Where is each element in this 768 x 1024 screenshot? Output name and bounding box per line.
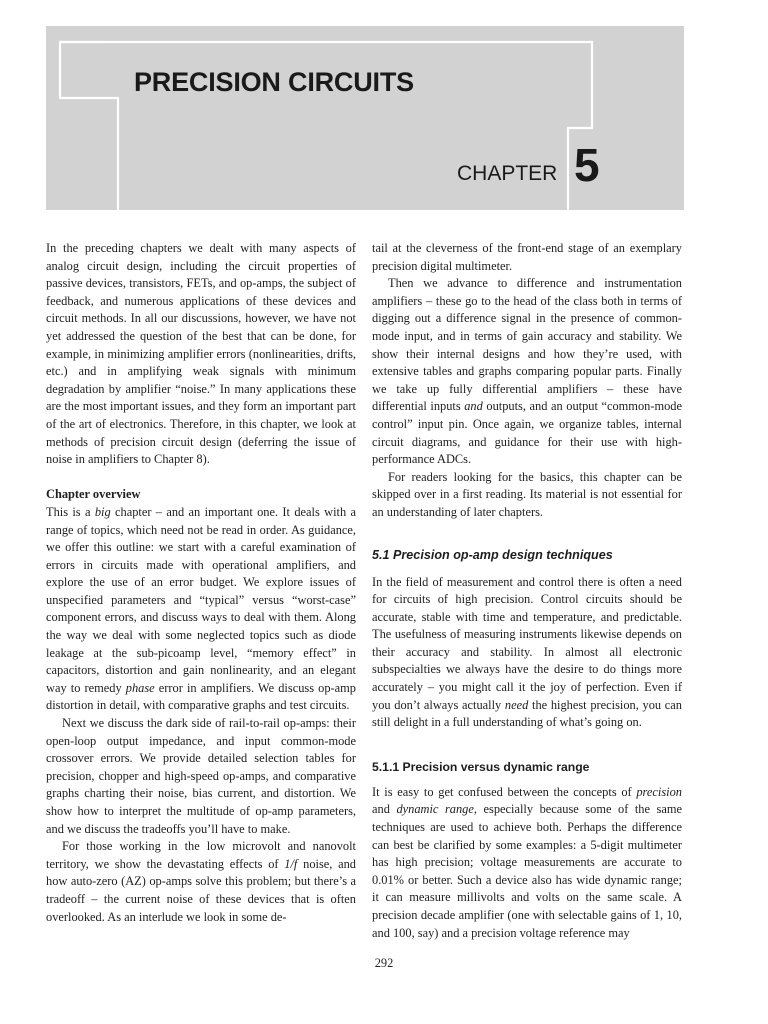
- section-heading: 5.1 Precision op-amp design techniques: [372, 547, 613, 562]
- chapter-number: 5: [574, 139, 600, 191]
- chapter-label: CHAPTER: [457, 162, 558, 185]
- overview-heading: Chapter overview: [46, 487, 141, 502]
- subsection-paragraph: It is easy to get confused between the concepts of precision and dynamic range, especially because some of the same techniques are used to achieve both. Perhaps the difference can best be clarified by some examples: a 5-digit multimeter has high precision; voltage measurements are accurate to 0.01% or better. Such a device also has wide dynamic range; it can measure millivolts and volts on the same scale. A precision decade amplifier (one with selectable gains of 1, 10, and 100, say) and a precision voltage reference may: [372, 784, 682, 940]
- section-paragraph: In the field of measurement and control there is often a need for circuits of high precision. Control circuits should be accurate, stable with time and temperature, and predictable. The usefulness of measuring instruments likewise depends on their accuracy and stability. In almost all electronic subspecialties we always have the desire to do things more accurately – you might call it the joy of perfection. Even if you don’t always actually need the highest precision, you can still delight in a full understanding of what’s going on.: [372, 574, 683, 730]
- paragraph-gap: [46, 469, 356, 487]
- intro-paragraph: In the preceding chapters we dealt with many aspects of analog circuit design, including the circuit properties of passive devices, transistors, FETs, and op-amps, the subject of feedback, and numerous applications of these devices and circuit methods. In all our discussions, however, we have not yet addressed the question of the best that can be done, for example, in minimizing amplifier errors (nonlinearities, drifts, etc.) and in amplifying weak signals with minimum degradation by amplifier “noise.” In many applications these are the most important issues, and they form an important part of the art of electronics. Therefore, in this chapter, we look at methods of precision circuit design (deferring the issue of noise in amplifiers to Chapter 8).: [46, 241, 356, 467]
- page-number: 292: [374, 956, 394, 970]
- chapter-banner: [46, 26, 684, 210]
- overview-paragraph-1: This is a big chapter – and an important one. It deals with a range of topics, which need not be read in order. As guidance, we offer this outline: we start with a careful examination of errors in circuits made with operational amplifiers, and explore the use of an error budget. We explore issues of unspecified parameters and “typical” versus “worst-case” component errors, and discuss ways to deal with them. Along the way we deal with some neglected topics such as diode leakage at the sub-picoamp level, “memory effect” in capacitors, distortion and gain nonlinearity, and an elegant way to remedy phase error in amplifiers. We discuss op-amp distortion in detail, with comparative graphs and test circuits.: [46, 504, 356, 713]
- right-column: [372, 240, 682, 942]
- chapter-title: PRECISION CIRCUITS: [134, 67, 414, 97]
- readers-note-paragraph: For readers looking for the basics, this chapter can be skipped over in a first reading. Its material is not essential for an understanding of later chapters.: [372, 469, 682, 519]
- overview-paragraph-2: Next we discuss the dark side of rail-to-rail op-amps: their open-loop output impedance, and input common-mode crossover errors. We provide detailed selection tables for precision, chopper and high-speed op-amps, and comparative graphs charting their noise, bias current, and distortion. We show how to interpret the multitude of op-amp parameters, and we discuss the tradeoffs you’ll have to make.: [46, 716, 356, 836]
- overview-paragraph-3: For those working in the low microvolt and nanovolt territory, we show the devastating effects of 1/f noise, and how auto-zero (AZ) op-amps solve this problem; but there’s a tradeoff – the current noise of these devices that is often overlooked. As an interlude we look in some de-: [46, 839, 356, 924]
- left-column: [46, 240, 356, 926]
- differential-amps-paragraph: Then we advance to difference and instrumentation amplifiers – these go to the head of the class both in terms of digging out a difference signal in the presence of common-mode input, and in terms of gain accuracy and stability. We show their internal designs and how they’re used, with extensive tables and graphs comparing popular parts. Finally we take up fully differential amplifiers – these have differential inputs and outputs, and an output “common-mode control” input pin. Once again, we organize tables, internal circuit diagrams, and guidance for their use with high-performance ADCs.: [372, 276, 682, 467]
- subsection-heading: 5.1.1 Precision versus dynamic range: [372, 759, 590, 774]
- continued-paragraph: tail at the cleverness of the front-end stage of an exemplary precision digital multimeter.: [372, 241, 682, 273]
